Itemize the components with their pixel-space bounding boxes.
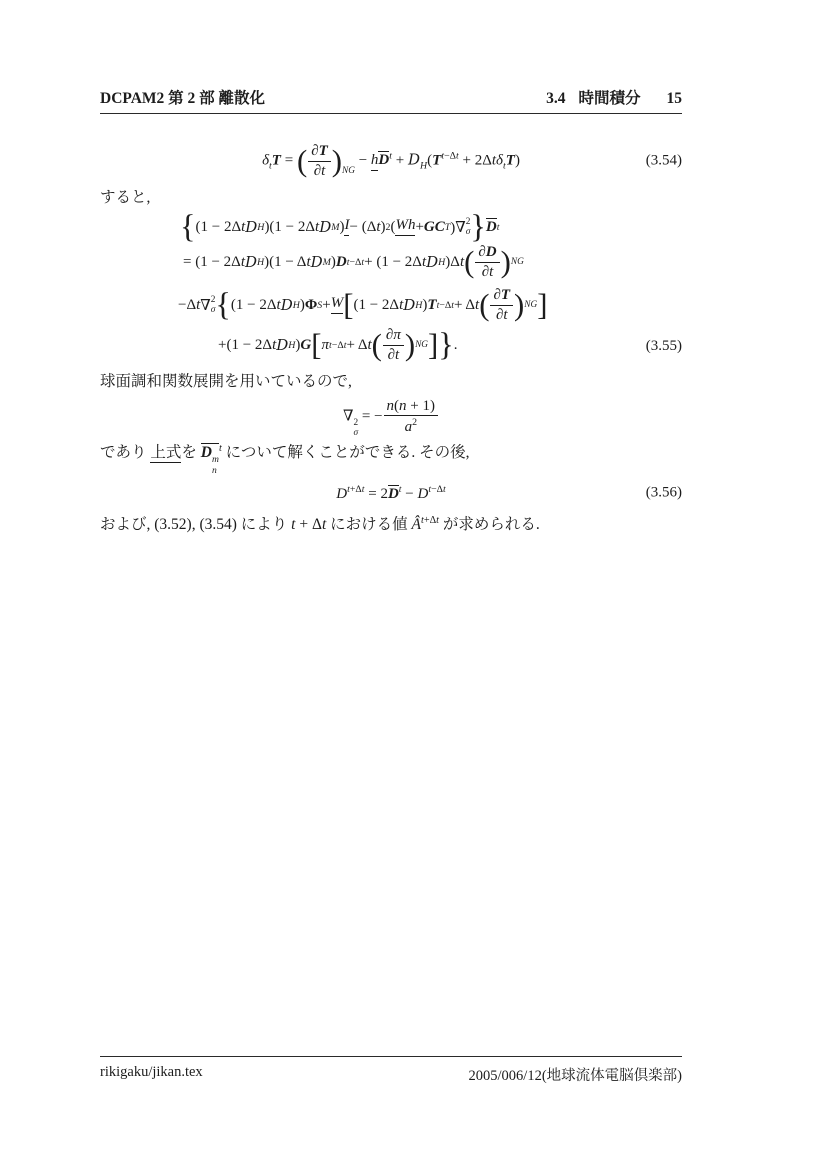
footer-date-credit: 2005/006/12(地球流体電脳倶楽部): [468, 1068, 682, 1084]
footer-file-path: rikigaku/jikan.tex: [100, 1064, 203, 1080]
equation-3-56: [100, 477, 682, 509]
paragraph-suruto: すると,: [100, 189, 151, 206]
equation-3-54: [100, 135, 682, 187]
equation-3-55-line4: +(1 − 2Δ t D H ) G [ π t−Δt + Δ t ( $\frac{\partial\pi}{\partial t}$ ) NG ] } .: [218, 326, 458, 363]
equation-3-56-body: $D^{t+\Delta t} = 2D^t - D^{t-\Delta t}$: [336, 483, 446, 502]
header-page-number: 15: [666, 90, 682, 107]
header-section-number: 3.4: [546, 90, 566, 107]
paragraph-spherical-harmonics: 球面調和関数展開を用いているので,: [100, 373, 352, 390]
page-body: [100, 0, 682, 1050]
paragraph-conclusion: および, (3.52), (3.54) により t + Δt における値 $Â^{t+\Delta t}$ が求められる.: [100, 515, 540, 534]
equation-laplacian-body: ∇ 2 σ = − $\frac{n(n + 1)}{a^2}$: [343, 398, 439, 439]
equation-3-55: [100, 208, 682, 372]
equation-3-54-number: (3.54): [645, 152, 682, 169]
paragraph-solve-for-d: であり 上式を D m n $^t$ について解くことができる. その後,: [100, 443, 470, 476]
equation-3-55-line1: { (1 − 2Δ t D H )(1 − 2Δ t D M ) I − (Δ t ) 2 ( W h + GC T )∇ 2 σ } D t: [180, 208, 500, 245]
equation-3-55-line3: −Δ t ∇ 2 σ { (1 − 2Δ t D H ) Φ S + W [ (1 − 2Δ t D H ) T t−Δt + Δ t ( $\frac{\partial T}{\partial t}$ ) NG ]: [178, 286, 548, 323]
equation-3-55-number: (3.55): [645, 338, 682, 354]
equation-3-56-number: (3.56): [645, 484, 682, 501]
equation-laplacian: [100, 393, 682, 443]
equation-3-55-line2: = (1 − 2Δ t D H )(1 − Δ t D M ) D t−Δt + (1 − 2Δ t D H )Δ t ( $\frac{\partial D}{\partial t}$ ) NG: [183, 243, 524, 280]
equation-3-54-body: $\delta_tT$ = ( $\frac{\partial T}{\partial t}$ )$_{NG} - hD^t + D_H(T^{t-\Delta t} + 2\Delta t\delta_tT)$: [262, 142, 520, 179]
page-footer: [100, 1056, 682, 1085]
header-section-title: 時間積分: [578, 90, 641, 107]
header-left-title: DCPAM2 第 2 部 離散化: [100, 90, 266, 107]
